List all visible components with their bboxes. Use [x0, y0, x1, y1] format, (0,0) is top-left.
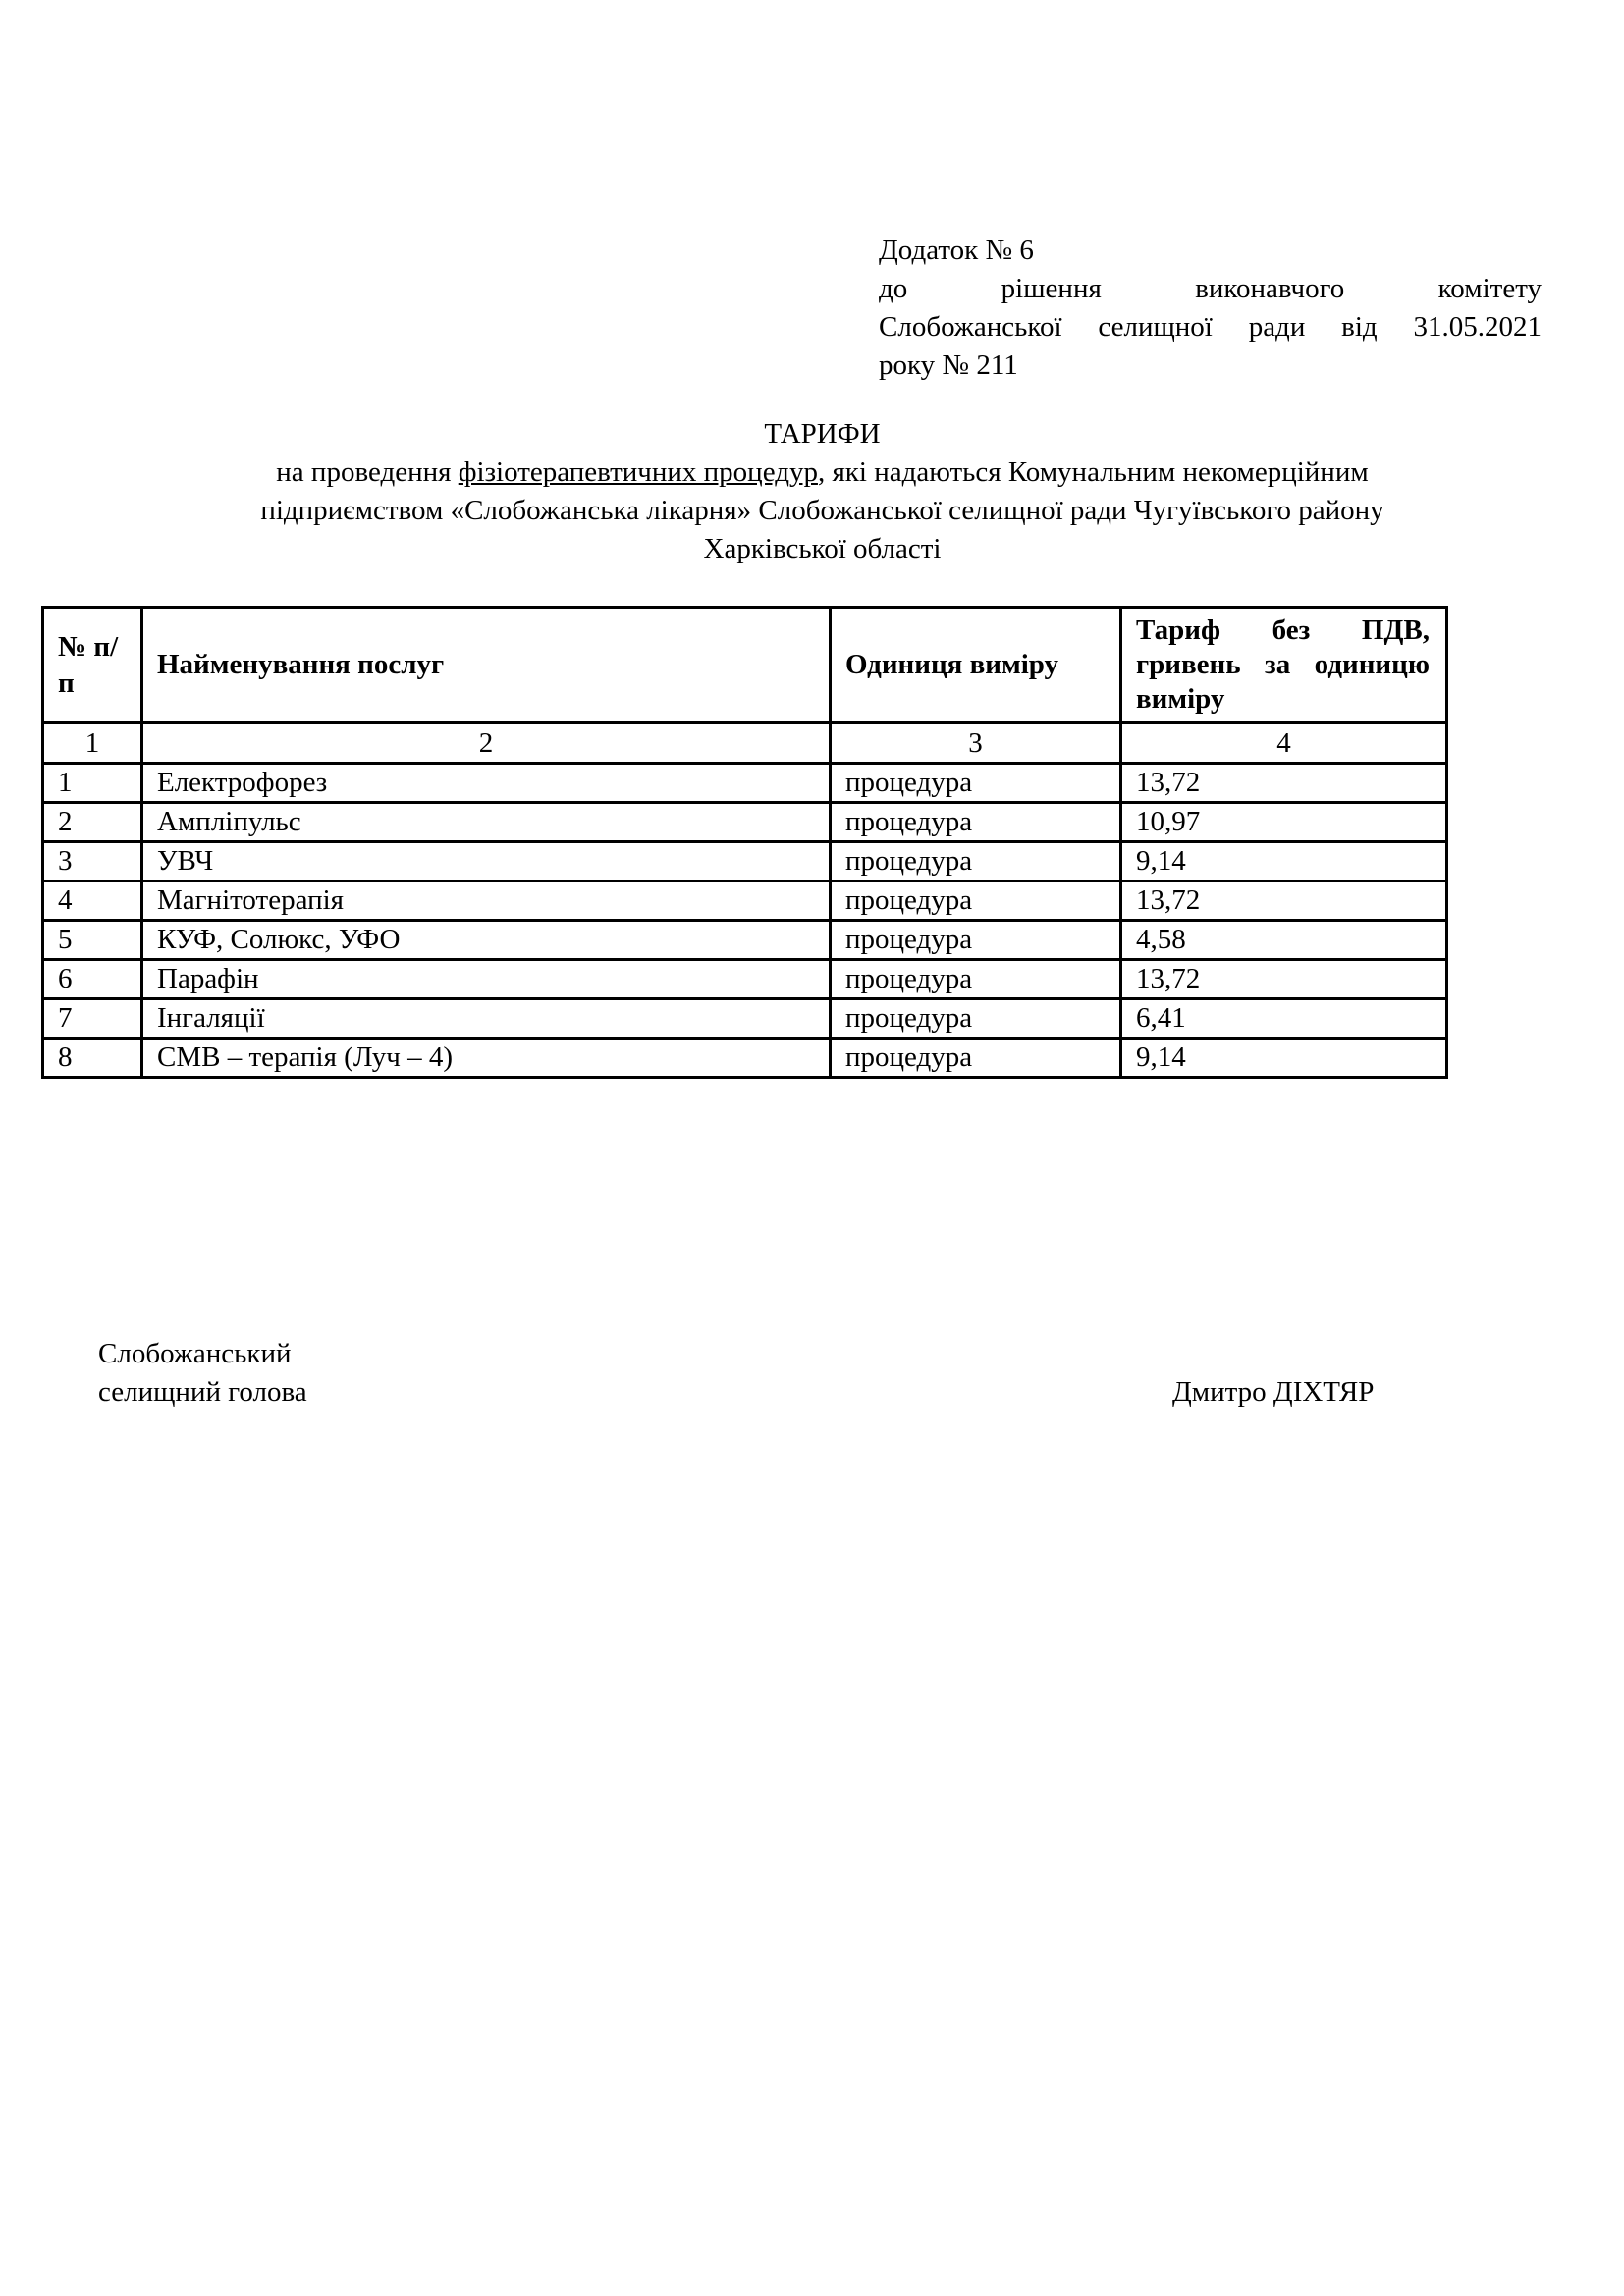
service-tariff: 13,72 — [1121, 764, 1447, 803]
heading-line-1-prefix: на проведення — [276, 456, 459, 488]
table-row — [43, 1039, 1447, 1078]
service-unit: процедура — [831, 803, 1121, 842]
service-name: Ампліпульс — [142, 803, 831, 842]
table-header-row — [43, 608, 1447, 723]
header-number: № п/п — [43, 608, 142, 723]
table-row — [43, 881, 1447, 921]
heading-line-1-suffix: , які надаються Комунальним некомерційним — [817, 456, 1369, 488]
service-name: Інгаляції — [142, 999, 831, 1039]
service-name: Парафін — [142, 960, 831, 999]
row-number: 2 — [43, 803, 142, 842]
header-tariff: Тариф без ПДВ, гривень за одиницю виміру — [1121, 608, 1447, 723]
row-number: 6 — [43, 960, 142, 999]
appendix-council-date-line: Слобожанської селищної ради від 31.05.2021 — [879, 311, 1542, 343]
table-row — [43, 764, 1447, 803]
heading-line-3: Харківської області — [703, 533, 942, 564]
tariffs-table — [41, 606, 1448, 1079]
column-number: 3 — [831, 723, 1121, 764]
service-unit: процедура — [831, 960, 1121, 999]
header-unit: Одиниця виміру — [831, 608, 1121, 723]
column-number: 4 — [1121, 723, 1447, 764]
service-name: Електрофорез — [142, 764, 831, 803]
service-tariff: 6,41 — [1121, 999, 1447, 1039]
heading-underlined-subject: фізіотерапевтичних процедур — [458, 456, 818, 488]
service-unit: процедура — [831, 764, 1121, 803]
service-unit: процедура — [831, 921, 1121, 960]
column-number: 1 — [43, 723, 142, 764]
row-number: 7 — [43, 999, 142, 1039]
header-service-name: Найменування послуг — [142, 608, 831, 723]
row-number: 1 — [43, 764, 142, 803]
row-number: 4 — [43, 881, 142, 921]
service-unit: процедура — [831, 842, 1121, 881]
table-row — [43, 803, 1447, 842]
appendix-decision-number: року № 211 — [879, 349, 1018, 381]
table-row — [43, 960, 1447, 999]
service-tariff: 10,97 — [1121, 803, 1447, 842]
service-tariff: 4,58 — [1121, 921, 1447, 960]
table-row — [43, 842, 1447, 881]
service-name: УВЧ — [142, 842, 831, 881]
row-number: 8 — [43, 1039, 142, 1078]
column-number-row — [43, 723, 1447, 764]
heading-line-1 — [98, 454, 1546, 492]
heading-line-2: підприємством «Слобожанська лікарня» Слобожанської селищної ради Чугуївського району — [260, 495, 1384, 526]
signature-position-line-2: селищний голова — [98, 1376, 307, 1408]
service-tariff: 13,72 — [1121, 881, 1447, 921]
signature-position-line-1: Слобожанський — [98, 1338, 292, 1369]
appendix-decision-line: до рішення виконавчого комітету — [879, 273, 1542, 304]
appendix-block — [879, 232, 1542, 385]
service-name: КУФ, Солюкс, УФО — [142, 921, 831, 960]
service-tariff: 13,72 — [1121, 960, 1447, 999]
service-name: Магнітотерапія — [142, 881, 831, 921]
service-unit: процедура — [831, 999, 1121, 1039]
row-number: 3 — [43, 842, 142, 881]
service-unit: процедура — [831, 1039, 1121, 1078]
column-number: 2 — [142, 723, 831, 764]
service-unit: процедура — [831, 881, 1121, 921]
service-tariff: 9,14 — [1121, 842, 1447, 881]
service-name: СМВ – терапія (Луч – 4) — [142, 1039, 831, 1078]
document-title: ТАРИФИ — [764, 418, 881, 450]
table-row — [43, 921, 1447, 960]
service-tariff: 9,14 — [1121, 1039, 1447, 1078]
signature-name: Дмитро ДІХТЯР — [1172, 1376, 1375, 1408]
table-row — [43, 999, 1447, 1039]
appendix-number: Додаток № 6 — [879, 235, 1034, 266]
row-number: 5 — [43, 921, 142, 960]
signature-position — [98, 1335, 307, 1412]
document-heading — [98, 415, 1546, 568]
